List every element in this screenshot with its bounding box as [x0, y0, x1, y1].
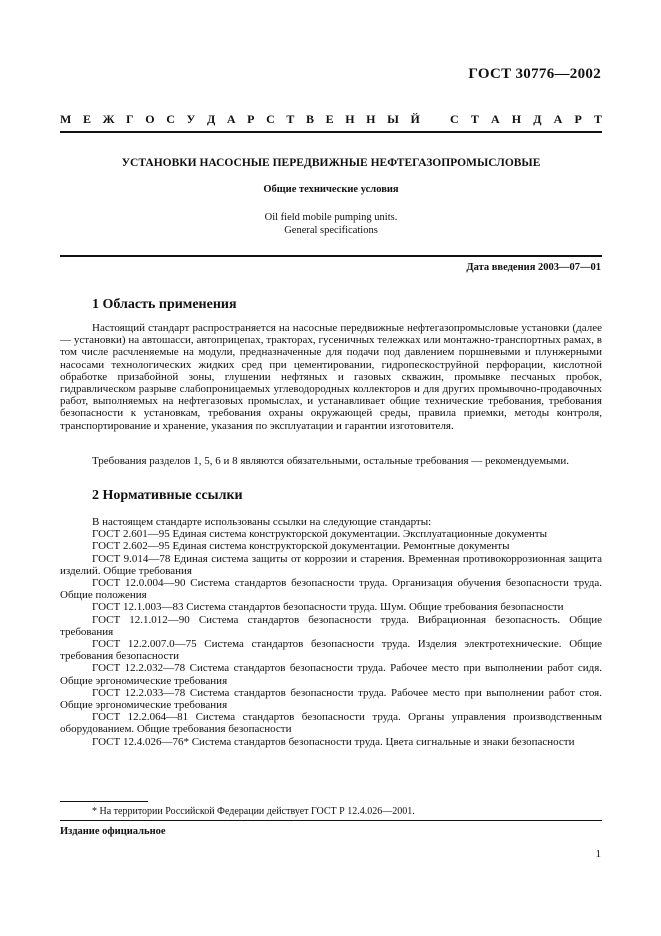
- reference-text: ГОСТ 12.2.032—78 Система стандартов безопасности труда. Рабочее место при выполнении работ сидя. Общие эргономические требования: [60, 662, 602, 687]
- banner-letter: А: [490, 112, 500, 126]
- banner-letter: Н: [511, 112, 522, 126]
- banner-letter: А: [553, 112, 563, 126]
- reference-item: [60, 638, 602, 662]
- section-heading-references: 2 Нормативные ссылки: [92, 488, 243, 503]
- banner-letter: Г: [126, 112, 134, 126]
- banner-letter: Т: [470, 112, 479, 126]
- banner-letter: Д: [533, 112, 542, 126]
- reference-item: [60, 711, 602, 735]
- banner-letter: Ж: [102, 112, 115, 126]
- banner-word-interstate: [60, 112, 420, 127]
- footnote-rule: [60, 801, 148, 802]
- header-rule: [60, 131, 602, 133]
- reference-text: ГОСТ 2.602—95 Единая система конструкторской документации. Ремонтные документы: [92, 540, 510, 553]
- reference-text: В настоящем стандарте использованы ссылки на следующие стандарты:: [92, 516, 432, 528]
- edition-label: Издание официальное: [60, 826, 166, 837]
- reference-item: [60, 614, 602, 638]
- banner-letter: С: [166, 112, 175, 126]
- banner-letter: С: [450, 112, 459, 126]
- reference-item: [60, 601, 602, 613]
- standard-type-banner: [60, 112, 602, 127]
- banner-letter: Е: [325, 112, 334, 126]
- reference-text: ГОСТ 9.014—78 Единая система защиты от коррозии и старения. Временная противокоррозионная защита изделий. Общие требования: [60, 552, 602, 577]
- reference-text: ГОСТ 2.601—95 Единая система конструкторской документации. Эксплуатационные документы: [92, 528, 547, 541]
- banner-letter: Н: [366, 112, 376, 126]
- english-title-line2: General specifications: [284, 225, 378, 236]
- reference-item: [60, 736, 602, 748]
- references-list: [60, 516, 602, 748]
- reference-item: [60, 687, 602, 711]
- reference-text: ГОСТ 12.2.064—81 Система стандартов безопасности труда. Органы управления производственным оборудованием. Общие требования безопасности: [60, 711, 602, 736]
- banner-letter: С: [266, 112, 275, 126]
- document-subtitle: Общие технические условия: [263, 184, 399, 195]
- banner-letter: О: [145, 112, 155, 126]
- reference-text: ГОСТ 12.2.007.0—75 Система стандартов безопасности труда. Изделия электротехнические. Общие требования безопасности: [60, 638, 602, 663]
- reference-item: [60, 540, 602, 552]
- reference-item: [60, 528, 602, 540]
- footer-rule: [60, 820, 602, 821]
- page-number: 1: [595, 848, 601, 860]
- reference-item: [60, 577, 602, 601]
- title-rule: [60, 255, 602, 257]
- reference-item: [60, 553, 602, 577]
- banner-letter: М: [60, 112, 72, 126]
- english-title: [60, 211, 602, 237]
- reference-item: [60, 516, 602, 528]
- banner-letter: Т: [593, 112, 602, 126]
- section-heading-scope: 1 Область применения: [92, 297, 237, 312]
- banner-letter: Й: [410, 112, 420, 126]
- document-number: ГОСТ 30776—2002: [468, 66, 601, 82]
- banner-letter: У: [186, 112, 196, 126]
- reference-text: ГОСТ 12.1.012—90 Система стандартов безопасности труда. Вибрационная безопасность. Общие требования: [60, 613, 602, 638]
- reference-text: ГОСТ 12.2.033—78 Система стандартов безопасности труда. Рабочее место при выполнении работ стоя. Общие эргономические требования: [60, 686, 602, 712]
- banner-word-standard: [450, 112, 602, 127]
- scope-paragraph: [60, 322, 602, 432]
- reference-text: ГОСТ 12.1.003—83 Система стандартов безопасности труда. Шум. Общие требования безопасности: [92, 601, 564, 614]
- banner-letter: Т: [286, 112, 295, 126]
- banner-letter: Ы: [387, 112, 399, 126]
- reference-text: ГОСТ 12.4.026—76* Система стандартов безопасности труда. Цвета сигнальные и знаки безопасности: [92, 735, 575, 748]
- introduction-date: Дата введения 2003—07—01: [466, 262, 601, 273]
- banner-letter: Е: [82, 112, 91, 126]
- banner-letter: А: [226, 112, 236, 126]
- reference-item: [60, 662, 602, 686]
- banner-letter: Р: [574, 112, 582, 126]
- banner-letter: Н: [345, 112, 355, 126]
- english-title-line1: Oil field mobile pumping units.: [264, 212, 398, 223]
- footnote: * На территории Российской Федерации действует ГОСТ Р 12.4.026—2001.: [92, 806, 415, 817]
- reference-text: ГОСТ 12.0.004—90 Система стандартов безопасности труда. Организация обучения безопасности труда. Общие положения: [60, 577, 602, 602]
- requirements-paragraph: [60, 455, 602, 467]
- requirements-paragraph-text: Требования разделов 1, 5, 6 и 8 являются обязательными, остальные требования — рекомендуемыми.: [92, 455, 570, 467]
- scope-paragraph-text: Настоящий стандарт распространяется на насосные передвижные нефтегазопромысловые установки (далее — установки) на автошасси, автоприцепах, тракторах, гусеничных тележках или монтажно-транспортных рамах, в том числе расчленяемые на модули, предназначенные для подачи под давлением поршневыми и плунжерными насосами технологических жидких сред при цементировании, гидропескоструйной перфорации, кислотной обработке призабойной зоны, глушении нефтяных и газовых скважин, промывке песчаных пробок, гидравлическом разрыве слабопроницаемых углеводородных коллекторов и для других промывочно-продавочных работ, выполняемых на нефтегазовых промыслах, и устанавливает общие технические требования, требования безопасности к установкам, требования охраны окружающей среды, правила приемки, методы контроля, транспортирование и хранение, указания по эксплуатации и гарантии изготовителя.: [60, 322, 602, 432]
- banner-letter: Р: [247, 112, 255, 126]
- banner-letter: В: [305, 112, 314, 126]
- document-title: УСТАНОВКИ НАСОСНЫЕ ПЕРЕДВИЖНЫЕ НЕФТЕГАЗОПРОМЫСЛОВЫЕ: [121, 157, 541, 169]
- banner-letter: Д: [206, 112, 216, 126]
